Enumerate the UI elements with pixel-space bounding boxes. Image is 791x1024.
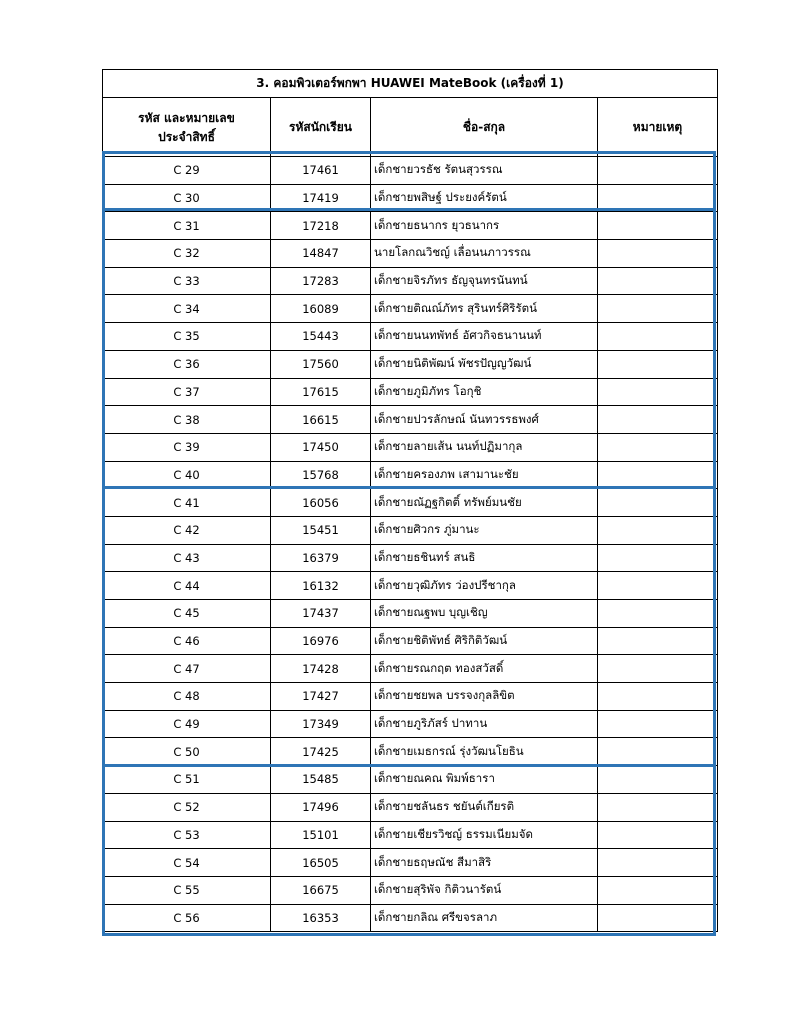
table-row bbox=[103, 821, 718, 849]
row-student-id: 15768 bbox=[271, 461, 371, 489]
row-note bbox=[598, 295, 718, 323]
row-name: เด็กชายลายเส้น นนท์ปฏิมากุล bbox=[371, 433, 598, 461]
table-row bbox=[103, 350, 718, 378]
row-student-id: 17450 bbox=[271, 433, 371, 461]
header-code bbox=[103, 98, 271, 157]
row-code: C 48 bbox=[103, 683, 271, 711]
row-code: C 46 bbox=[103, 627, 271, 655]
row-note bbox=[598, 793, 718, 821]
table-row bbox=[103, 461, 718, 489]
row-name: เด็กชายภูริภัสร์ ปาทาน bbox=[371, 710, 598, 738]
table-row bbox=[103, 683, 718, 711]
row-note bbox=[598, 544, 718, 572]
row-student-id: 16089 bbox=[271, 295, 371, 323]
row-name: เด็กชายสุริพัจ กิติวนารัตน์ bbox=[371, 876, 598, 904]
row-code: C 56 bbox=[103, 904, 271, 932]
row-code: C 55 bbox=[103, 876, 271, 904]
row-student-id: 17427 bbox=[271, 683, 371, 711]
header-row bbox=[103, 98, 718, 157]
row-student-id: 17283 bbox=[271, 267, 371, 295]
row-name: เด็กชายณคณ พิมพ์ธารา bbox=[371, 766, 598, 794]
row-note bbox=[598, 876, 718, 904]
row-code: C 38 bbox=[103, 406, 271, 434]
table-row bbox=[103, 738, 718, 766]
table-row bbox=[103, 627, 718, 655]
row-code: C 44 bbox=[103, 572, 271, 600]
row-student-id: 16379 bbox=[271, 544, 371, 572]
table-row bbox=[103, 184, 718, 212]
row-code: C 54 bbox=[103, 849, 271, 877]
header-note: หมายเหตุ bbox=[598, 98, 718, 157]
row-note bbox=[598, 766, 718, 794]
table-title: 3. คอมพิวเตอร์พกพา HUAWEI MateBook (เครื่องที่ 1) bbox=[103, 70, 718, 98]
row-student-id: 17437 bbox=[271, 600, 371, 628]
row-note bbox=[598, 600, 718, 628]
row-name: นายโลกณวิชญ์ เลื่อนนภาวรรณ bbox=[371, 240, 598, 268]
table-row bbox=[103, 433, 718, 461]
row-note bbox=[598, 406, 718, 434]
row-student-id: 16976 bbox=[271, 627, 371, 655]
row-note bbox=[598, 627, 718, 655]
row-name: เด็กชายณัฏฐกิตติ์ ทรัพย์มนชัย bbox=[371, 489, 598, 517]
row-name: เด็กชายชยพล บรรจงกุลลิขิต bbox=[371, 683, 598, 711]
row-note bbox=[598, 184, 718, 212]
row-name: เด็กชายรณกฤต ทองสวัสดิ์ bbox=[371, 655, 598, 683]
table-row bbox=[103, 516, 718, 544]
row-student-id: 17496 bbox=[271, 793, 371, 821]
row-student-id: 17425 bbox=[271, 738, 371, 766]
row-code: C 34 bbox=[103, 295, 271, 323]
title-row bbox=[103, 70, 718, 98]
row-name: เด็กชายครองภพ เสามานะชัย bbox=[371, 461, 598, 489]
row-code: C 35 bbox=[103, 323, 271, 351]
row-code: C 29 bbox=[103, 157, 271, 185]
table-row bbox=[103, 544, 718, 572]
table-row bbox=[103, 876, 718, 904]
row-code: C 51 bbox=[103, 766, 271, 794]
table-row bbox=[103, 378, 718, 406]
row-code: C 49 bbox=[103, 710, 271, 738]
row-student-id: 17560 bbox=[271, 350, 371, 378]
header-name: ชื่อ-สกุล bbox=[371, 98, 598, 157]
row-note bbox=[598, 849, 718, 877]
row-name: เด็กชายกลิณ ศรีขจรลาภ bbox=[371, 904, 598, 932]
row-student-id: 16505 bbox=[271, 849, 371, 877]
row-name: เด็กชายธนากร ยุวธนากร bbox=[371, 212, 598, 240]
row-name: เด็กชายติณณ์ภัทร สุรินทร์ศิริรัตน์ bbox=[371, 295, 598, 323]
row-code: C 36 bbox=[103, 350, 271, 378]
row-student-id: 15443 bbox=[271, 323, 371, 351]
table-row bbox=[103, 267, 718, 295]
device-assignment-table bbox=[102, 69, 718, 932]
row-note bbox=[598, 350, 718, 378]
row-name: เด็กชายศิวกร ภู่มานะ bbox=[371, 516, 598, 544]
table-row bbox=[103, 572, 718, 600]
row-note bbox=[598, 904, 718, 932]
table-row bbox=[103, 157, 718, 185]
row-note bbox=[598, 323, 718, 351]
row-name: เด็กชายนิติพัฒน์ พัชรปัญญวัฒน์ bbox=[371, 350, 598, 378]
row-student-id: 17461 bbox=[271, 157, 371, 185]
table-row bbox=[103, 600, 718, 628]
row-student-id: 17419 bbox=[271, 184, 371, 212]
row-code: C 53 bbox=[103, 821, 271, 849]
row-note bbox=[598, 157, 718, 185]
row-code: C 31 bbox=[103, 212, 271, 240]
header-code-line2: ประจำสิทธิ์ bbox=[158, 130, 215, 144]
row-name: เด็กชายชิติพัทธ์ ศิริกิติวัฒน์ bbox=[371, 627, 598, 655]
row-code: C 50 bbox=[103, 738, 271, 766]
table-row bbox=[103, 295, 718, 323]
row-name: เด็กชายเมธกรณ์ รุ่งวัฒนโยธิน bbox=[371, 738, 598, 766]
row-name: เด็กชายนนทพัทธ์ อัศวกิจธนานนท์ bbox=[371, 323, 598, 351]
table-row bbox=[103, 904, 718, 932]
row-code: C 42 bbox=[103, 516, 271, 544]
row-name: เด็กชายปวรลักษณ์ นันทวรรธพงศ์ bbox=[371, 406, 598, 434]
row-student-id: 15451 bbox=[271, 516, 371, 544]
header-student-id: รหัสนักเรียน bbox=[271, 98, 371, 157]
row-note bbox=[598, 516, 718, 544]
row-student-id: 16615 bbox=[271, 406, 371, 434]
row-name: เด็กชายณฐพบ บุญเชิญ bbox=[371, 600, 598, 628]
row-code: C 33 bbox=[103, 267, 271, 295]
row-note bbox=[598, 212, 718, 240]
row-note bbox=[598, 489, 718, 517]
row-student-id: 17349 bbox=[271, 710, 371, 738]
row-code: C 52 bbox=[103, 793, 271, 821]
row-note bbox=[598, 683, 718, 711]
row-note bbox=[598, 821, 718, 849]
row-note bbox=[598, 655, 718, 683]
table-row bbox=[103, 489, 718, 517]
row-name: เด็กชายภูมิภัทร โอกุชิ bbox=[371, 378, 598, 406]
row-student-id: 14847 bbox=[271, 240, 371, 268]
row-code: C 43 bbox=[103, 544, 271, 572]
table-body bbox=[103, 157, 718, 932]
table-row bbox=[103, 406, 718, 434]
row-student-id: 15101 bbox=[271, 821, 371, 849]
row-note bbox=[598, 240, 718, 268]
row-name: เด็กชายวุฒิภัทร ว่องปรีชากุล bbox=[371, 572, 598, 600]
row-note bbox=[598, 738, 718, 766]
row-student-id: 17428 bbox=[271, 655, 371, 683]
table-row bbox=[103, 655, 718, 683]
row-note bbox=[598, 267, 718, 295]
table-row bbox=[103, 849, 718, 877]
row-code: C 39 bbox=[103, 433, 271, 461]
table-row bbox=[103, 323, 718, 351]
row-student-id: 16056 bbox=[271, 489, 371, 517]
table-row bbox=[103, 710, 718, 738]
row-code: C 32 bbox=[103, 240, 271, 268]
row-note bbox=[598, 710, 718, 738]
row-student-id: 15485 bbox=[271, 766, 371, 794]
row-note bbox=[598, 433, 718, 461]
row-student-id: 16132 bbox=[271, 572, 371, 600]
row-name: เด็กชายธฤษณัช สีมาสิริ bbox=[371, 849, 598, 877]
row-code: C 47 bbox=[103, 655, 271, 683]
row-name: เด็กชายวรธัช รัตนสุวรรณ bbox=[371, 157, 598, 185]
document-sheet bbox=[102, 69, 717, 932]
row-code: C 37 bbox=[103, 378, 271, 406]
row-note bbox=[598, 461, 718, 489]
row-name: เด็กชายชลันธร ชยันต์เกียรติ bbox=[371, 793, 598, 821]
row-student-id: 17615 bbox=[271, 378, 371, 406]
row-code: C 45 bbox=[103, 600, 271, 628]
header-code-line1: รหัส และหมายเลข bbox=[138, 111, 235, 125]
row-student-id: 17218 bbox=[271, 212, 371, 240]
row-note bbox=[598, 572, 718, 600]
row-code: C 40 bbox=[103, 461, 271, 489]
row-student-id: 16675 bbox=[271, 876, 371, 904]
row-note bbox=[598, 378, 718, 406]
row-code: C 30 bbox=[103, 184, 271, 212]
table-row bbox=[103, 212, 718, 240]
row-name: เด็กชายจิรภัทร ธัญจุนทรนันทน์ bbox=[371, 267, 598, 295]
row-name: เด็กชายเชียรวิชญ์ ธรรมเนียมจัด bbox=[371, 821, 598, 849]
row-code: C 41 bbox=[103, 489, 271, 517]
table-row bbox=[103, 793, 718, 821]
row-name: เด็กชายพสิษฐ์ ประยงค์รัตน์ bbox=[371, 184, 598, 212]
table-row bbox=[103, 240, 718, 268]
row-student-id: 16353 bbox=[271, 904, 371, 932]
row-name: เด็กชายธชินทร์ สนธิ bbox=[371, 544, 598, 572]
table-row bbox=[103, 766, 718, 794]
